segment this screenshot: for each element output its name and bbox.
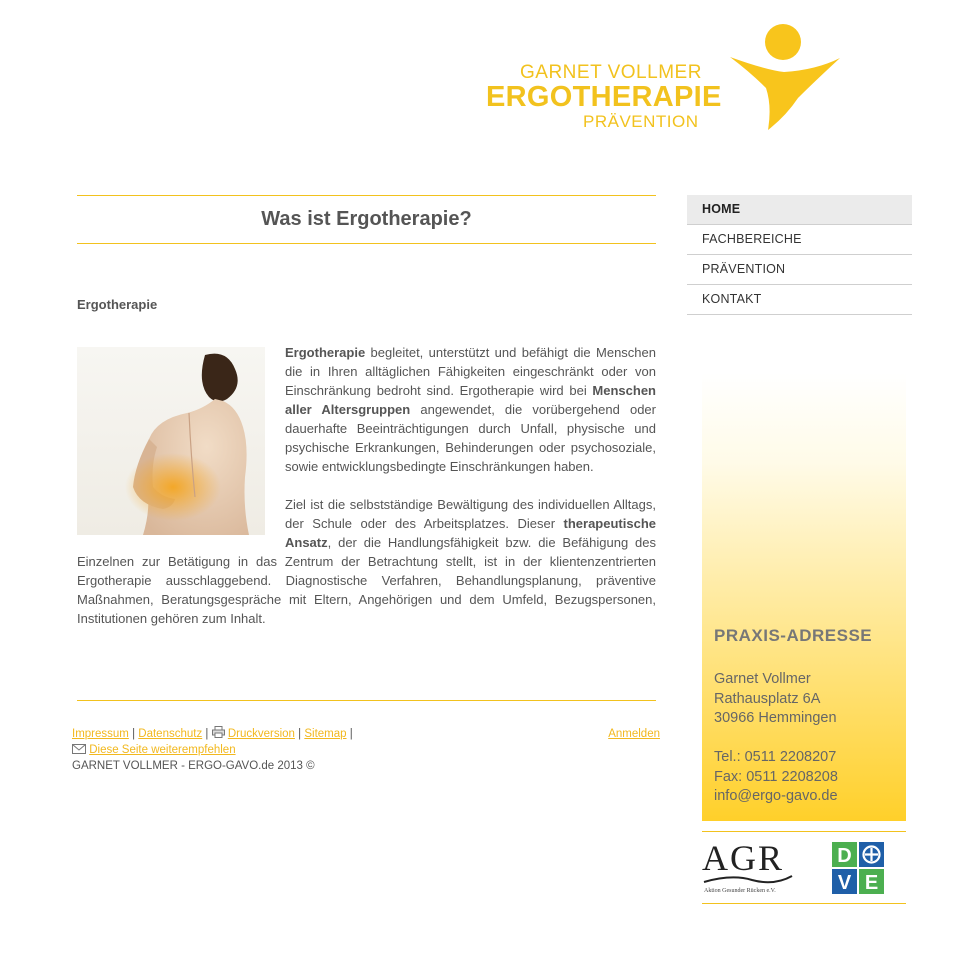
bold-term: therapeutische Ansatz [285, 516, 656, 550]
bold-term: Menschen aller Altersgruppen [285, 383, 656, 417]
page-title: Was ist Ergotherapie? [261, 208, 472, 230]
footer-links-row [72, 726, 662, 742]
printer-icon[interactable] [212, 726, 225, 738]
site-logo[interactable] [486, 20, 856, 135]
title-bottom-divider [77, 243, 656, 244]
copyright: GARNET VOLLMER - ERGO-GAVO.de 2013 © [72, 760, 315, 772]
nav-item-fachbereiche[interactable]: FACHBEREICHE [687, 225, 912, 255]
footer-recommend-row [72, 742, 662, 758]
partners-top-divider [702, 831, 906, 832]
footer-separator: | [132, 728, 136, 740]
text-run: Ziel ist die selbstständige Bewältigung des individuellen Alltags, der Schule oder des Arbeitsplatzes. Dieser [285, 497, 656, 531]
section-heading: Ergotherapie [77, 297, 158, 312]
address-fax: Fax: 0511 2208208 [714, 768, 838, 785]
address-city: 30966 Hemmingen [714, 710, 837, 726]
logo-name: GARNET VOLLMER [520, 62, 702, 83]
content-bottom-divider [77, 700, 656, 701]
dve-letter-d: D [837, 845, 852, 867]
address-street: Rathausplatz 6A [714, 690, 821, 707]
footer-separator: | [205, 728, 209, 740]
footer-separator: | [298, 728, 302, 740]
person-figure-logo-icon [726, 20, 846, 135]
partners-bottom-divider [702, 903, 906, 904]
bold-term: Ergotherapie [285, 345, 366, 360]
agr-logo[interactable] [702, 836, 794, 896]
text-run: angewendet, die vorübergehend oder dauerhafte Beeinträchtigungen durch Unfall, physische und psychische Erkrankungen, Behinderungen oder psychosoziale, sowie entwicklungsbedingte Einschränkungen haben. [285, 402, 656, 474]
main-navigation [687, 195, 912, 315]
dve-letter-v: V [837, 872, 852, 894]
druckversion-link[interactable]: Druckversion [227, 728, 295, 740]
nav-item-home[interactable]: HOME [687, 195, 912, 225]
envelope-icon[interactable] [72, 744, 86, 754]
logo-title: ERGOTHERAPIE [486, 81, 722, 113]
agr-logo-title: AGR [702, 838, 785, 878]
main-content [77, 195, 656, 626]
recommend-page-link[interactable]: Diese Seite weiterempfehlen [89, 744, 236, 756]
sitemap-link[interactable]: Sitemap [304, 728, 347, 740]
footer-separator: | [349, 728, 353, 740]
practice-address-box [702, 373, 906, 821]
address-body [714, 670, 838, 807]
article-text [77, 343, 656, 647]
nav-item-praevention[interactable]: PRÄVENTION [687, 255, 912, 285]
dve-logo[interactable] [832, 842, 884, 894]
address-email: info@ergo-gavo.de [714, 788, 838, 804]
datenschutz-link[interactable]: Datenschutz [138, 728, 203, 740]
nav-item-kontakt[interactable]: KONTAKT [687, 285, 912, 315]
footer [72, 726, 662, 774]
impressum-link[interactable]: Impressum [72, 728, 129, 740]
login-link[interactable]: Anmelden [608, 728, 660, 740]
address-phone: Tel.: 0511 2208207 [714, 749, 837, 765]
logo-subtitle: PRÄVENTION [583, 112, 699, 131]
agr-logo-subtitle: Aktion Gesunder Rücken e.V. [704, 888, 776, 894]
text-run: , der die Handlungsfähigkeit bzw. die Befähigung des Einzelnen zur Betätigung in das Zentrum der Betrachtung stellt, ist in der klientenzentrierten Ergotherapie ausschlaggebend. Diagnostische Verfahren, Behandlungsplanung, präventive Maßnahmen, Beratungsgespräche mit Eltern, Angehörigen und dem Umfeld, Bezugspersonen, Institutionen gehören zum Inhalt. [77, 535, 656, 626]
address-name: Garnet Vollmer [714, 671, 811, 687]
address-heading: PRAXIS-ADRESSE [714, 626, 873, 645]
text-run: begleitet, unterstützt und befähigt die Menschen die in Ihren alltäglichen Fähigkeiten eingeschränkt oder von Einschränkung bedroht sind. Ergotherapie wird bei [285, 345, 656, 398]
dve-letter-e: E [864, 872, 879, 894]
